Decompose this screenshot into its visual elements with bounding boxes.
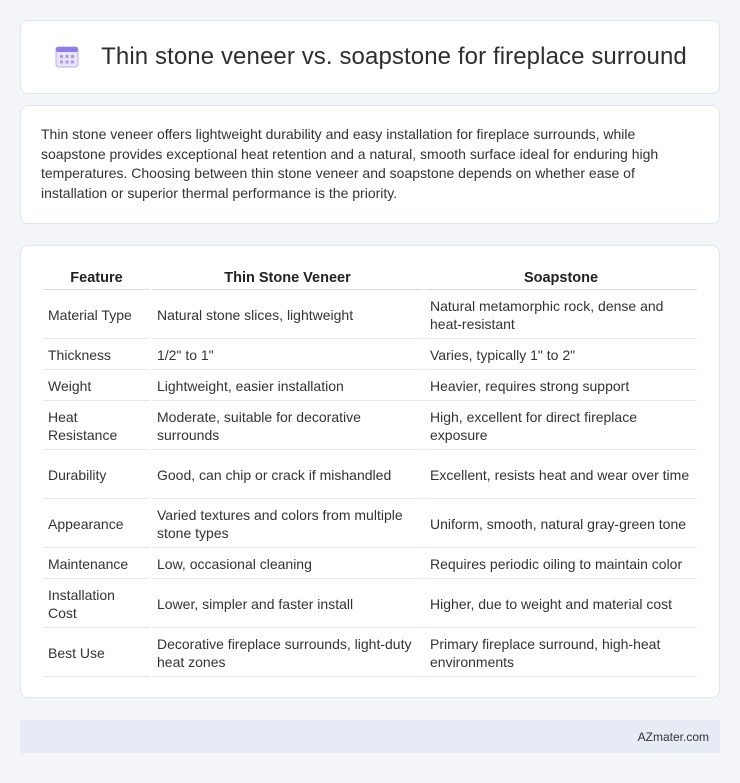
row-feature: Thickness <box>43 341 150 370</box>
row-veneer: Natural stone slices, lightweight <box>152 292 423 339</box>
row-veneer: Decorative fireplace surrounds, light-duty heat zones <box>152 630 423 677</box>
calendar-grid-icon <box>53 43 81 71</box>
row-veneer: Varied textures and colors from multiple stone types <box>152 501 423 548</box>
summary-card <box>20 105 720 224</box>
footer-brand[interactable]: AZmater.com <box>637 729 709 744</box>
row-feature: Best Use <box>43 630 150 677</box>
comparison-table <box>41 263 699 679</box>
header-soapstone: Soapstone <box>425 265 697 290</box>
row-soapstone: Requires periodic oiling to maintain color <box>425 550 697 579</box>
row-veneer: Low, occasional cleaning <box>152 550 423 579</box>
row-soapstone: Excellent, resists heat and wear over time <box>425 452 697 499</box>
row-feature: Weight <box>43 372 150 401</box>
row-soapstone: Varies, typically 1" to 2" <box>425 341 697 370</box>
row-veneer: Lightweight, easier installation <box>152 372 423 401</box>
row-feature: Heat Resistance <box>43 403 150 450</box>
row-soapstone: Primary fireplace surround, high-heat environments <box>425 630 697 677</box>
row-veneer: Moderate, suitable for decorative surrounds <box>152 403 423 450</box>
table-row <box>43 341 697 370</box>
footer <box>20 720 720 753</box>
row-feature: Installation Cost <box>43 581 150 628</box>
table-row <box>43 403 697 450</box>
row-feature: Material Type <box>43 292 150 339</box>
row-veneer: 1/2" to 1" <box>152 341 423 370</box>
row-soapstone: Higher, due to weight and material cost <box>425 581 697 628</box>
header-thin-stone-veneer: Thin Stone Veneer <box>152 265 423 290</box>
table-row <box>43 630 697 677</box>
row-soapstone: High, excellent for direct fireplace exposure <box>425 403 697 450</box>
row-feature: Durability <box>43 452 150 499</box>
table-row <box>43 550 697 579</box>
row-veneer: Good, can chip or crack if mishandled <box>152 452 423 499</box>
title-card <box>20 20 720 94</box>
table-row <box>43 372 697 401</box>
table-row <box>43 501 697 548</box>
table-row <box>43 452 697 499</box>
row-feature: Appearance <box>43 501 150 548</box>
row-feature: Maintenance <box>43 550 150 579</box>
row-soapstone: Natural metamorphic rock, dense and heat-resistant <box>425 292 697 339</box>
row-soapstone: Heavier, requires strong support <box>425 372 697 401</box>
table-header-row <box>43 265 697 290</box>
row-soapstone: Uniform, smooth, natural gray-green tone <box>425 501 697 548</box>
header-feature: Feature <box>43 265 150 290</box>
comparison-table-card <box>20 245 720 698</box>
table-row <box>43 581 697 628</box>
table-row <box>43 292 697 339</box>
row-veneer: Lower, simpler and faster install <box>152 581 423 628</box>
page-title: Thin stone veneer vs. soapstone for fireplace surround <box>101 43 687 70</box>
summary-text: Thin stone veneer offers lightweight durability and easy installation for fireplace surrounds, while soapstone provides exceptional heat retention and a natural, smooth surface ideal for enduring high temperatures. Choosing between thin stone veneer and soapstone depends on whether ease of installation or superior thermal performance is the priority. <box>41 126 659 201</box>
